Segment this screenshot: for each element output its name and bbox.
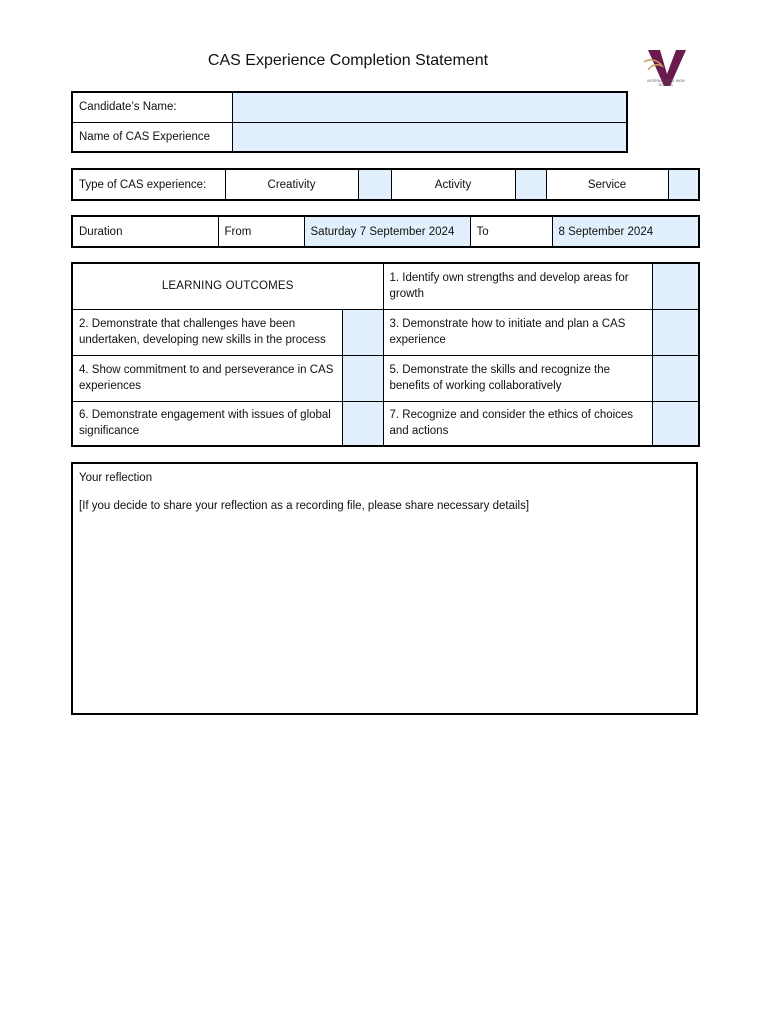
- outcome-5-text: 5. Demonstrate the skills and recognize the benefits of working collaboratively: [383, 355, 652, 401]
- experience-name-field[interactable]: [232, 122, 627, 152]
- outcome-2-text: 2. Demonstrate that challenges have been undertaken, developing new skills in the process: [72, 309, 342, 355]
- type-label: Type of CAS experience:: [72, 169, 225, 200]
- outcome-1-checkbox[interactable]: [652, 263, 699, 309]
- outcome-1-text: 1. Identify own strengths and develop areas for growth: [383, 263, 652, 309]
- duration-table: [71, 215, 700, 248]
- reflection-hint: [If you decide to share your reflection as a recording file, please share necessary details]: [79, 500, 530, 512]
- type-table: [71, 168, 700, 201]
- type-option-service: Service: [546, 169, 668, 200]
- to-date-field[interactable]: 8 September 2024: [552, 216, 699, 247]
- experience-name-label: Name of CAS Experience: [72, 122, 232, 152]
- creativity-checkbox[interactable]: [358, 169, 391, 200]
- from-date-field[interactable]: Saturday 7 September 2024: [304, 216, 470, 247]
- outcome-2-checkbox[interactable]: [342, 309, 383, 355]
- service-checkbox[interactable]: [668, 169, 699, 200]
- outcome-7-checkbox[interactable]: [652, 401, 699, 446]
- logo-caption: INTERNATIONAL HIGH SCHOOL: [647, 79, 685, 87]
- type-option-activity: Activity: [391, 169, 515, 200]
- outcome-4-checkbox[interactable]: [342, 355, 383, 401]
- candidate-name-label: Candidate’s Name:: [72, 92, 232, 122]
- from-label: From: [218, 216, 304, 247]
- duration-label: Duration: [72, 216, 218, 247]
- outcome-5-checkbox[interactable]: [652, 355, 699, 401]
- activity-checkbox[interactable]: [515, 169, 546, 200]
- reflection-label: Your reflection: [79, 472, 153, 484]
- candidate-table: [71, 91, 628, 153]
- outcome-3-text: 3. Demonstrate how to initiate and plan a CAS experience: [383, 309, 652, 355]
- page-title: CAS Experience Completion Statement: [207, 52, 489, 69]
- learning-outcomes-heading: LEARNING OUTCOMES: [72, 263, 383, 309]
- outcome-6-checkbox[interactable]: [342, 401, 383, 446]
- outcome-6-text: 6. Demonstrate engagement with issues of global significance: [72, 401, 342, 446]
- outcome-4-text: 4. Show commitment to and perseverance in CAS experiences: [72, 355, 342, 401]
- learning-outcomes-table: [71, 262, 700, 447]
- to-label: To: [470, 216, 552, 247]
- reflection-box[interactable]: [71, 462, 698, 715]
- outcome-3-checkbox[interactable]: [652, 309, 699, 355]
- candidate-name-field[interactable]: [232, 92, 627, 122]
- type-option-creativity: Creativity: [225, 169, 358, 200]
- outcome-7-text: 7. Recognize and consider the ethics of choices and actions: [383, 401, 652, 446]
